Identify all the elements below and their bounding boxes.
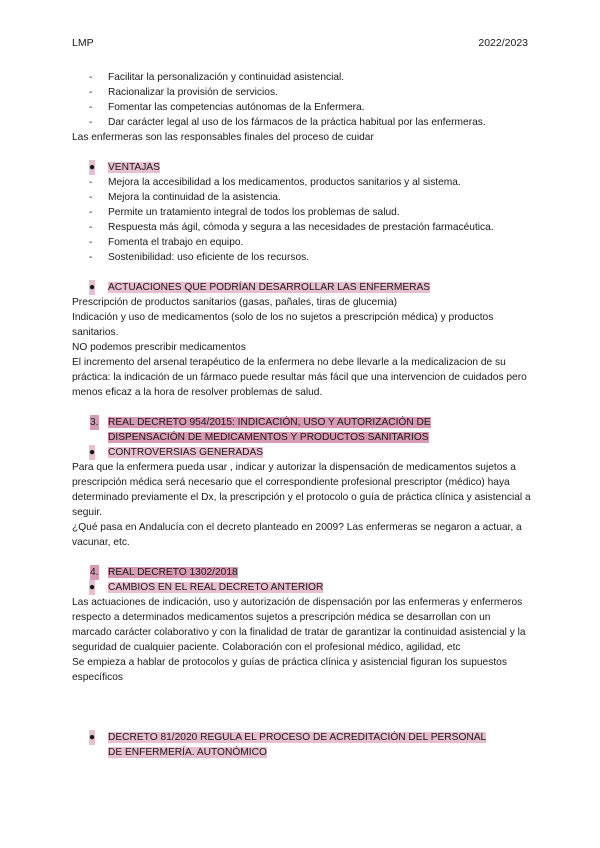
document-body <box>72 70 532 760</box>
paragraph: ¿Qué pasa en Andalucía con el decreto planteado en 2009? Las enfermeras se negaron a actuar, a vacunar, etc. <box>72 522 522 548</box>
list-item: - Mejora la accesibilidad a los medicamentos, productos sanitarios y al sistema. <box>72 175 532 190</box>
section-title: REAL DECRETO 1302/2018 <box>108 567 238 578</box>
intro-list <box>72 70 532 130</box>
paragraph: Indicación y uso de medicamentos (solo de los no sujetos a prescripción médica) y productos sanitarios. <box>72 312 494 338</box>
bullet-icon: ● <box>89 732 96 743</box>
ventajas-heading: ● VENTAJAS <box>89 162 160 173</box>
bullet-icon: ● <box>89 282 96 293</box>
intro-text: Las enfermeras son las responsables finales del proceso de cuidar <box>72 132 374 143</box>
section-title-line2: DISPENSACIÓN DE MEDICAMENTOS Y PRODUCTOS SANITARIOS <box>108 432 429 443</box>
list-item: - Permite un tratamiento integral de todos los problemas de salud. <box>72 205 532 220</box>
cambios-heading: ● CAMBIOS EN EL REAL DECRETO ANTERIOR <box>89 582 324 593</box>
decreto-line2: DE ENFERMERÍA. AUTONÓMICO <box>108 747 267 758</box>
section-number: 4. <box>90 567 99 578</box>
list-item: - Mejora la continuidad de la asistencia. <box>72 190 532 205</box>
paragraph: Prescripción de productos sanitarios (gasas, pañales, tiras de glucemia) <box>72 297 398 308</box>
actuaciones-heading: ● ACTUACIONES QUE PODRÍAN DESARROLLAR LAS ENFERMERAS <box>89 282 431 293</box>
paragraph: Se empieza a hablar de protocolos y guías de práctica clínica y asistencial figuran los supuestos específicos <box>72 657 507 683</box>
bullet-icon: ● <box>89 447 96 458</box>
decreto-line1: DECRETO 81/2020 REGULA EL PROCESO DE ACREDITACIÓN DEL PERSONAL <box>108 732 487 743</box>
list-item: - Racionalizar la provisión de servicios. <box>72 85 532 100</box>
paragraph: El incremento del arsenal terapéutico de la enfermera no debe llevarle a la medicalizacion de su práctica: la indicación de un fármaco puede resultar más fácil que una intervencion de cuidados pero menos eficaz a la hora de resolver problemas de salud. <box>72 357 527 398</box>
list-item: - Dar carácter legal al uso de los fármacos de la práctica habitual por las enfermeras. <box>72 115 532 130</box>
list-item: - Fomenta el trabajo en equipo. <box>72 235 532 250</box>
list-item: - Fomentar las competencias autónomas de la Enfermera. <box>72 100 532 115</box>
paragraph: Las actuaciones de indicación, uso y autorización de dispensación por las enfermeras y enfermeros respecto a determinados medicamentos sujetos a prescripción médica se desarrollan con un marcado carácter colaborativo y con la finalidad de tratar de garantizar la continuidad asistencial y la seguridad de cualquier paciente. Colaboración con el profesional médico, agilidad, etc <box>72 597 526 653</box>
list-item: - Sostenibilidad: uso eficiente de los recursos. <box>72 250 532 265</box>
header-right: 2022/2023 <box>478 37 528 49</box>
section-number: 3. <box>90 417 99 428</box>
paragraph: Para que la enfermera pueda usar , indicar y autorizar la dispensación de medicamentos sujetos a prescripción médica será necesario que el correspondiente profesional prescriptor (médico) haya determinado previamente el Dx, la prescripción y el protocolo o guía de práctica clínica y asistencial a seguir. <box>72 462 531 518</box>
section-title-line1: REAL DECRETO 954/2015: INDICACIÓN, USO Y AUTORIZACIÓN DE <box>108 417 431 428</box>
list-item: - Respuesta más ágil, cómoda y segura a las necesidades de prestación farmacéutica. <box>72 220 532 235</box>
bullet-icon: ● <box>89 582 96 593</box>
header-left: LMP <box>72 37 94 49</box>
decreto-heading <box>72 730 532 760</box>
section3-heading <box>72 415 532 445</box>
controversias-heading: ● CONTROVERSIAS GENERADAS <box>89 447 264 458</box>
paragraph: NO podemos prescribir medicamentos <box>72 342 246 353</box>
list-item: - Facilitar la personalización y continuidad asistencial. <box>72 70 532 85</box>
section4-heading <box>72 565 532 580</box>
bullet-icon: ● <box>89 162 96 173</box>
ventajas-list <box>72 175 532 265</box>
